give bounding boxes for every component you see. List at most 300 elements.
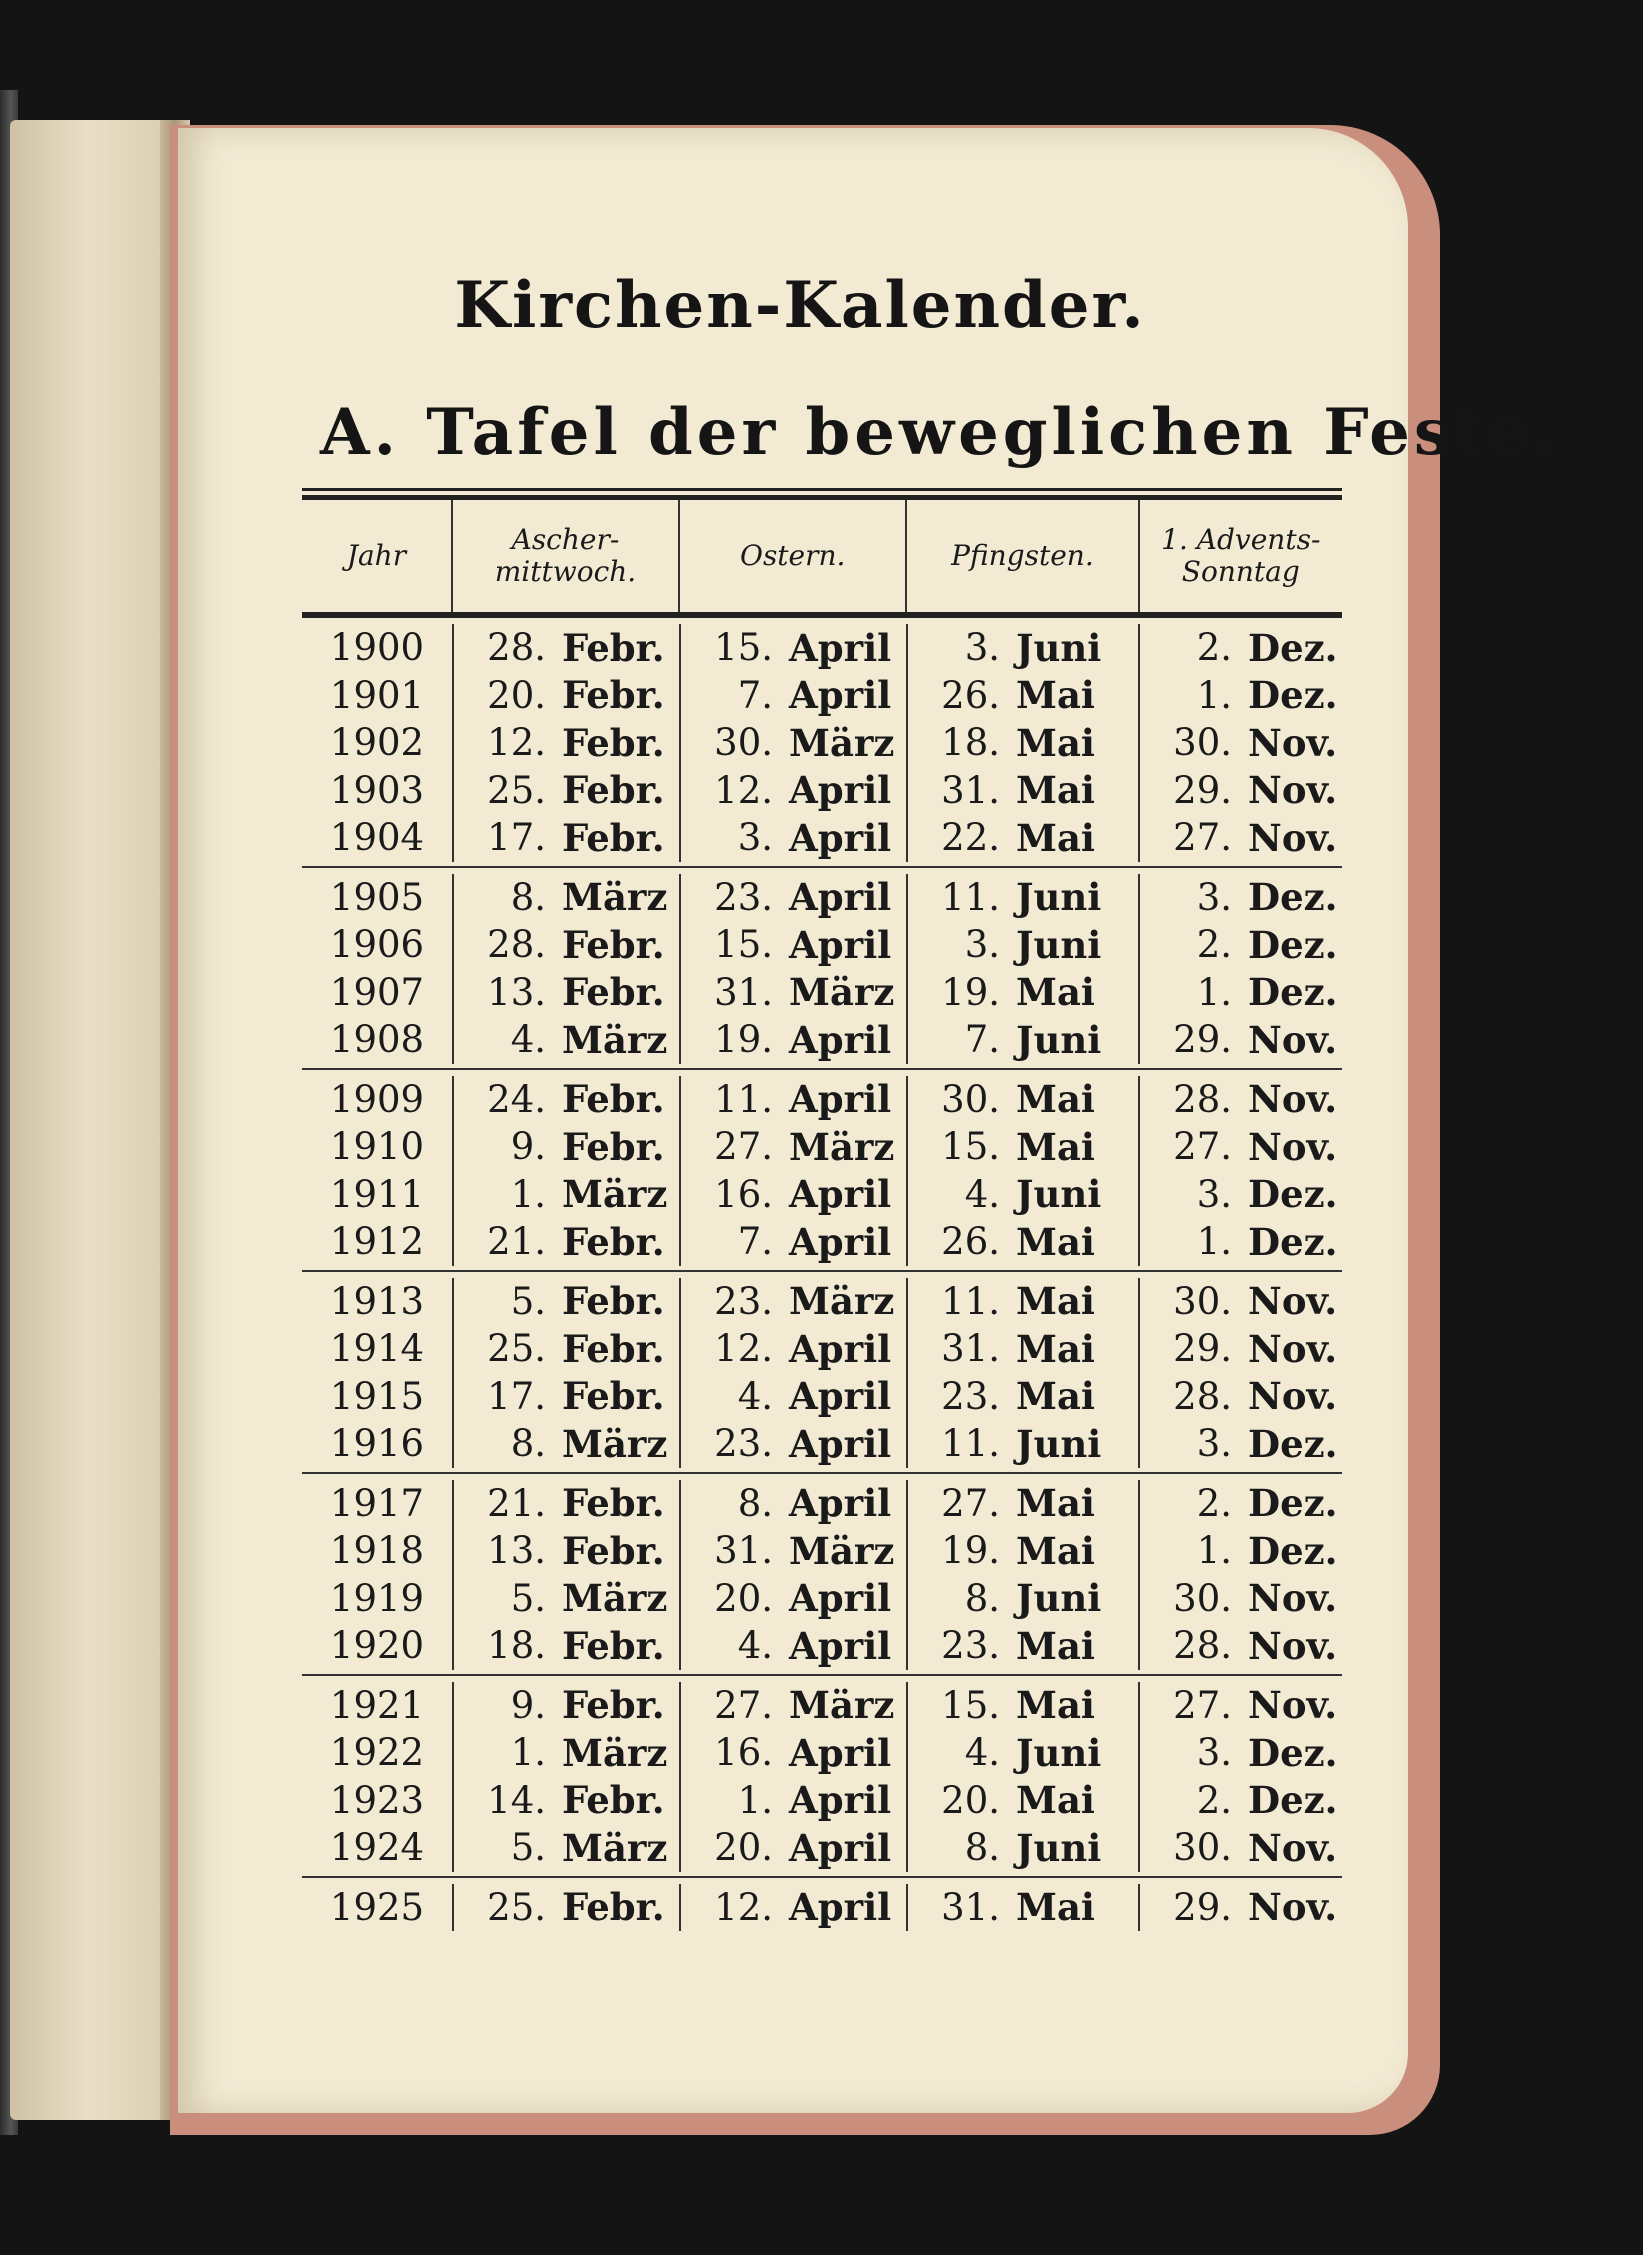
- date-month: Febr.: [562, 1124, 665, 1169]
- date-month: Nov.: [1248, 1326, 1338, 1371]
- date-month: Nov.: [1248, 1279, 1338, 1324]
- date-day: 7.: [737, 1220, 773, 1264]
- date-month: Nov.: [1248, 1124, 1338, 1169]
- date-month: Febr.: [562, 1683, 665, 1728]
- date-day: 29.: [1173, 1018, 1232, 1062]
- date-day: 31.: [941, 1885, 1000, 1929]
- date-day: 27.: [1173, 1125, 1232, 1169]
- pentecost-cell: [906, 672, 1138, 720]
- easter-cell: [679, 672, 906, 720]
- pentecost-cell: [906, 1016, 1138, 1064]
- easter-cell: [679, 1016, 906, 1064]
- date-month: März: [789, 720, 895, 765]
- date-day: 9.: [510, 1683, 546, 1727]
- date-month: Mai: [1016, 673, 1095, 718]
- date-day: 13.: [487, 970, 546, 1014]
- date-month: Nov.: [1248, 1683, 1338, 1728]
- advent-cell: [1138, 1218, 1342, 1266]
- pentecost-cell: [906, 1777, 1138, 1825]
- pentecost-cell: [906, 921, 1138, 969]
- table-row: [302, 1575, 1342, 1623]
- pentecost-cell: [906, 1527, 1138, 1575]
- date-day: 12.: [714, 1327, 773, 1371]
- ash-wednesday-cell: [452, 672, 679, 720]
- date-day: 1.: [510, 1172, 546, 1216]
- date-month: Febr.: [562, 673, 665, 718]
- date-day: 5.: [510, 1576, 546, 1620]
- ash-wednesday-cell: [452, 1884, 679, 1932]
- advent-cell: [1138, 1527, 1342, 1575]
- header-advent: 1. Advents- Sonntag: [1138, 500, 1342, 612]
- advent-cell: [1138, 1729, 1342, 1777]
- year-cell: 1917: [329, 1481, 425, 1525]
- date-day: 27.: [1173, 1683, 1232, 1727]
- date-month: Febr.: [562, 1279, 665, 1324]
- date-day: 1.: [1196, 970, 1232, 1014]
- date-month: März: [789, 1528, 895, 1573]
- year-cell: 1906: [329, 923, 425, 967]
- date-month: April: [789, 1219, 892, 1264]
- pentecost-cell: [906, 874, 1138, 922]
- date-month: Febr.: [562, 1528, 665, 1573]
- table-row: [302, 1076, 1342, 1124]
- date-month: April: [789, 625, 892, 670]
- date-month: März: [562, 1421, 668, 1466]
- pentecost-cell: [906, 814, 1138, 862]
- date-day: 29.: [1173, 1885, 1232, 1929]
- date-day: 4.: [964, 1172, 1000, 1216]
- pentecost-cell: [906, 1480, 1138, 1528]
- advent-cell: [1138, 1278, 1342, 1326]
- date-day: 28.: [487, 923, 546, 967]
- advent-cell: [1138, 1171, 1342, 1219]
- easter-cell: [679, 969, 906, 1017]
- date-month: Febr.: [562, 970, 665, 1015]
- advent-cell: [1138, 1123, 1342, 1171]
- date-day: 21.: [487, 1481, 546, 1525]
- date-month: Dez.: [1248, 625, 1338, 670]
- date-day: 5.: [510, 1279, 546, 1323]
- date-month: Mai: [1016, 1219, 1095, 1264]
- advent-cell: [1138, 1076, 1342, 1124]
- ash-wednesday-cell: [452, 1824, 679, 1872]
- table-row: [302, 719, 1342, 767]
- table-row: [302, 1777, 1342, 1825]
- table-rule: [302, 488, 1342, 491]
- date-day: 30.: [1173, 1576, 1232, 1620]
- table-row: [302, 1420, 1342, 1468]
- date-month: April: [789, 768, 892, 813]
- date-day: 4.: [964, 1731, 1000, 1775]
- date-day: 11.: [714, 1077, 773, 1121]
- ash-wednesday-cell: [452, 1575, 679, 1623]
- advent-cell: [1138, 719, 1342, 767]
- table-row: [302, 1123, 1342, 1171]
- easter-cell: [679, 1278, 906, 1326]
- date-day: 2.: [1196, 1481, 1232, 1525]
- date-day: 19.: [941, 1529, 1000, 1573]
- ash-wednesday-cell: [452, 874, 679, 922]
- date-day: 3.: [1196, 1172, 1232, 1216]
- year-group: [302, 1272, 1342, 1474]
- year-group: [302, 868, 1342, 1070]
- header-easter: Ostern.: [678, 500, 905, 612]
- date-day: 22.: [941, 816, 1000, 860]
- date-month: Febr.: [562, 625, 665, 670]
- date-month: Febr.: [562, 815, 665, 860]
- easter-cell: [679, 719, 906, 767]
- date-month: Dez.: [1248, 1730, 1338, 1775]
- advent-cell: [1138, 874, 1342, 922]
- table-row: [302, 1884, 1342, 1932]
- pentecost-cell: [906, 624, 1138, 672]
- date-day: 23.: [714, 1422, 773, 1466]
- date-day: 3.: [737, 816, 773, 860]
- date-day: 3.: [964, 626, 1000, 670]
- easter-cell: [679, 1325, 906, 1373]
- year-cell: 1922: [329, 1731, 425, 1775]
- date-month: Dez.: [1248, 970, 1338, 1015]
- ash-wednesday-cell: [452, 1325, 679, 1373]
- table-body: [302, 618, 1342, 1935]
- date-month: Febr.: [562, 1374, 665, 1419]
- date-month: Mai: [1016, 720, 1095, 765]
- pentecost-cell: [906, 1325, 1138, 1373]
- ash-wednesday-cell: [452, 1527, 679, 1575]
- easter-cell: [679, 624, 906, 672]
- date-month: Juni: [1016, 1172, 1102, 1217]
- year-cell: 1903: [329, 768, 425, 812]
- date-day: 30.: [1173, 1279, 1232, 1323]
- table-header: [302, 500, 1342, 618]
- date-day: 4.: [737, 1624, 773, 1668]
- date-day: 29.: [1173, 768, 1232, 812]
- date-day: 12.: [714, 768, 773, 812]
- date-day: 18.: [941, 721, 1000, 765]
- advent-cell: [1138, 672, 1342, 720]
- pentecost-cell: [906, 1420, 1138, 1468]
- date-day: 25.: [487, 768, 546, 812]
- easter-cell: [679, 1527, 906, 1575]
- pentecost-cell: [906, 1123, 1138, 1171]
- table-row: [302, 1016, 1342, 1064]
- pentecost-cell: [906, 1729, 1138, 1777]
- date-day: 12.: [714, 1885, 773, 1929]
- ash-wednesday-cell: [452, 1278, 679, 1326]
- table-row: [302, 1480, 1342, 1528]
- header-year: Jahr: [346, 538, 407, 572]
- date-day: 2.: [1196, 923, 1232, 967]
- ash-wednesday-cell: [452, 1076, 679, 1124]
- date-month: April: [789, 922, 892, 967]
- date-day: 11.: [941, 875, 1000, 919]
- ash-wednesday-cell: [452, 921, 679, 969]
- date-month: Mai: [1016, 1326, 1095, 1371]
- date-month: Juni: [1016, 1730, 1102, 1775]
- ash-wednesday-cell: [452, 624, 679, 672]
- table-row: [302, 1682, 1342, 1730]
- date-month: März: [562, 1172, 668, 1217]
- date-month: März: [562, 875, 668, 920]
- table-row: [302, 1325, 1342, 1373]
- year-cell: 1914: [329, 1327, 425, 1371]
- date-month: Mai: [1016, 1481, 1095, 1526]
- date-day: 3.: [1196, 875, 1232, 919]
- easter-cell: [679, 1729, 906, 1777]
- date-day: 26.: [941, 673, 1000, 717]
- pentecost-cell: [906, 1373, 1138, 1421]
- left-page: [10, 120, 185, 2120]
- date-month: Febr.: [562, 1077, 665, 1122]
- date-day: 27.: [714, 1683, 773, 1727]
- date-day: 1.: [737, 1778, 773, 1822]
- pentecost-cell: [906, 1682, 1138, 1730]
- date-month: Nov.: [1248, 1374, 1338, 1419]
- ash-wednesday-cell: [452, 1480, 679, 1528]
- year-group: [302, 1070, 1342, 1272]
- year-cell: 1920: [329, 1624, 425, 1668]
- date-day: 8.: [510, 1422, 546, 1466]
- date-day: 26.: [941, 1220, 1000, 1264]
- easter-cell: [679, 1171, 906, 1219]
- date-day: 25.: [487, 1885, 546, 1929]
- header-ash-wednesday: Ascher- mittwoch.: [451, 500, 678, 612]
- date-month: Nov.: [1248, 1017, 1338, 1062]
- table-row: [302, 1373, 1342, 1421]
- pentecost-cell: [906, 1171, 1138, 1219]
- date-day: 23.: [941, 1624, 1000, 1668]
- date-month: Mai: [1016, 1885, 1095, 1930]
- date-month: April: [789, 1017, 892, 1062]
- date-month: Dez.: [1248, 1172, 1338, 1217]
- year-cell: 1902: [329, 721, 425, 765]
- date-month: Mai: [1016, 1778, 1095, 1823]
- date-day: 23.: [941, 1374, 1000, 1418]
- date-month: Nov.: [1248, 1825, 1338, 1870]
- movable-feasts-table: [302, 488, 1342, 1935]
- date-month: Mai: [1016, 1374, 1095, 1419]
- date-day: 28.: [1173, 1374, 1232, 1418]
- date-day: 15.: [714, 626, 773, 670]
- year-cell: 1925: [329, 1885, 425, 1929]
- date-day: 30.: [1173, 721, 1232, 765]
- date-month: Juni: [1016, 922, 1102, 967]
- year-cell: 1901: [329, 673, 425, 717]
- date-month: Dez.: [1248, 1481, 1338, 1526]
- year-cell: 1919: [329, 1576, 425, 1620]
- advent-cell: [1138, 767, 1342, 815]
- date-day: 16.: [714, 1731, 773, 1775]
- date-month: Dez.: [1248, 922, 1338, 967]
- date-day: 30.: [714, 721, 773, 765]
- advent-cell: [1138, 1480, 1342, 1528]
- date-month: Febr.: [562, 1623, 665, 1668]
- date-month: Dez.: [1248, 1778, 1338, 1823]
- date-day: 25.: [487, 1327, 546, 1371]
- easter-cell: [679, 1123, 906, 1171]
- date-day: 31.: [941, 1327, 1000, 1371]
- advent-cell: [1138, 1016, 1342, 1064]
- date-day: 19.: [941, 970, 1000, 1014]
- ash-wednesday-cell: [452, 1123, 679, 1171]
- pentecost-cell: [906, 1884, 1138, 1932]
- date-day: 31.: [714, 1529, 773, 1573]
- date-day: 17.: [487, 1374, 546, 1418]
- year-cell: 1924: [329, 1826, 425, 1870]
- date-day: 19.: [714, 1018, 773, 1062]
- date-month: Mai: [1016, 1077, 1095, 1122]
- header-pentecost: Pfingsten.: [905, 500, 1137, 612]
- date-month: Nov.: [1248, 1623, 1338, 1668]
- ash-wednesday-cell: [452, 719, 679, 767]
- easter-cell: [679, 1777, 906, 1825]
- date-month: Juni: [1016, 875, 1102, 920]
- ash-wednesday-cell: [452, 1373, 679, 1421]
- date-day: 31.: [941, 768, 1000, 812]
- year-cell: 1918: [329, 1529, 425, 1573]
- date-month: Mai: [1016, 1528, 1095, 1573]
- date-month: April: [789, 1778, 892, 1823]
- date-day: 28.: [1173, 1624, 1232, 1668]
- date-day: 11.: [941, 1279, 1000, 1323]
- date-day: 9.: [510, 1125, 546, 1169]
- date-day: 1.: [1196, 1529, 1232, 1573]
- table-row: [302, 672, 1342, 720]
- date-month: Nov.: [1248, 768, 1338, 813]
- year-group: [302, 1878, 1342, 1936]
- date-day: 23.: [714, 875, 773, 919]
- date-month: Dez.: [1248, 875, 1338, 920]
- table-row: [302, 1278, 1342, 1326]
- date-day: 8.: [510, 875, 546, 919]
- date-day: 13.: [487, 1529, 546, 1573]
- ash-wednesday-cell: [452, 1622, 679, 1670]
- date-month: Mai: [1016, 1683, 1095, 1728]
- date-day: 28.: [1173, 1077, 1232, 1121]
- year-cell: 1900: [329, 626, 425, 670]
- ash-wednesday-cell: [452, 969, 679, 1017]
- advent-cell: [1138, 1373, 1342, 1421]
- date-month: Febr.: [562, 768, 665, 813]
- year-cell: 1904: [329, 816, 425, 860]
- date-month: März: [562, 1576, 668, 1621]
- ash-wednesday-cell: [452, 1016, 679, 1064]
- page-title: Kirchen-Kalender.: [454, 268, 1146, 343]
- date-day: 12.: [487, 721, 546, 765]
- year-cell: 1911: [329, 1172, 425, 1216]
- date-day: 11.: [941, 1422, 1000, 1466]
- table-row: [302, 1171, 1342, 1219]
- date-month: Juni: [1016, 1825, 1102, 1870]
- pentecost-cell: [906, 1278, 1138, 1326]
- date-month: März: [562, 1825, 668, 1870]
- table-row: [302, 814, 1342, 862]
- advent-cell: [1138, 1777, 1342, 1825]
- date-month: Mai: [1016, 1279, 1095, 1324]
- date-month: April: [789, 1172, 892, 1217]
- ash-wednesday-cell: [452, 1218, 679, 1266]
- date-month: Nov.: [1248, 720, 1338, 765]
- year-cell: 1916: [329, 1422, 425, 1466]
- date-month: Dez.: [1248, 673, 1338, 718]
- ash-wednesday-cell: [452, 767, 679, 815]
- easter-cell: [679, 1682, 906, 1730]
- table-row: [302, 624, 1342, 672]
- easter-cell: [679, 1420, 906, 1468]
- date-month: Febr.: [562, 720, 665, 765]
- date-month: April: [789, 875, 892, 920]
- date-day: 27.: [714, 1125, 773, 1169]
- year-cell: 1912: [329, 1220, 425, 1264]
- date-month: Nov.: [1248, 815, 1338, 860]
- date-day: 4.: [737, 1374, 773, 1418]
- advent-cell: [1138, 1325, 1342, 1373]
- date-month: April: [789, 1481, 892, 1526]
- easter-cell: [679, 1884, 906, 1932]
- ash-wednesday-cell: [452, 1729, 679, 1777]
- easter-cell: [679, 1218, 906, 1266]
- date-day: 8.: [964, 1826, 1000, 1870]
- page-subtitle: A. Tafel der beweglichen Feste.: [320, 395, 1559, 470]
- table-row: [302, 1622, 1342, 1670]
- date-month: März: [789, 970, 895, 1015]
- ash-wednesday-cell: [452, 1420, 679, 1468]
- advent-cell: [1138, 1622, 1342, 1670]
- advent-cell: [1138, 1682, 1342, 1730]
- easter-cell: [679, 1824, 906, 1872]
- date-day: 8.: [737, 1481, 773, 1525]
- date-day: 7.: [964, 1018, 1000, 1062]
- date-month: Mai: [1016, 768, 1095, 813]
- date-day: 30.: [1173, 1826, 1232, 1870]
- year-cell: 1923: [329, 1778, 425, 1822]
- easter-cell: [679, 814, 906, 862]
- date-month: April: [789, 1623, 892, 1668]
- date-day: 18.: [487, 1624, 546, 1668]
- date-month: Juni: [1016, 1421, 1102, 1466]
- date-day: 7.: [737, 673, 773, 717]
- year-group: [302, 618, 1342, 868]
- pentecost-cell: [906, 1622, 1138, 1670]
- table-row: [302, 767, 1342, 815]
- date-day: 17.: [487, 816, 546, 860]
- year-group: [302, 1676, 1342, 1878]
- advent-cell: [1138, 1575, 1342, 1623]
- date-month: April: [789, 673, 892, 718]
- date-month: April: [789, 1825, 892, 1870]
- date-month: April: [789, 1326, 892, 1371]
- date-month: März: [562, 1017, 668, 1062]
- advent-cell: [1138, 1420, 1342, 1468]
- date-day: 20.: [941, 1778, 1000, 1822]
- year-cell: 1908: [329, 1018, 425, 1062]
- date-month: Febr.: [562, 922, 665, 967]
- year-cell: 1909: [329, 1077, 425, 1121]
- easter-cell: [679, 921, 906, 969]
- easter-cell: [679, 1076, 906, 1124]
- ash-wednesday-cell: [452, 814, 679, 862]
- date-month: April: [789, 1077, 892, 1122]
- date-day: 5.: [510, 1826, 546, 1870]
- easter-cell: [679, 1622, 906, 1670]
- date-month: Febr.: [562, 1885, 665, 1930]
- date-month: Mai: [1016, 970, 1095, 1015]
- easter-cell: [679, 767, 906, 815]
- table-row: [302, 1527, 1342, 1575]
- date-month: März: [789, 1279, 895, 1324]
- date-day: 15.: [714, 923, 773, 967]
- pentecost-cell: [906, 1076, 1138, 1124]
